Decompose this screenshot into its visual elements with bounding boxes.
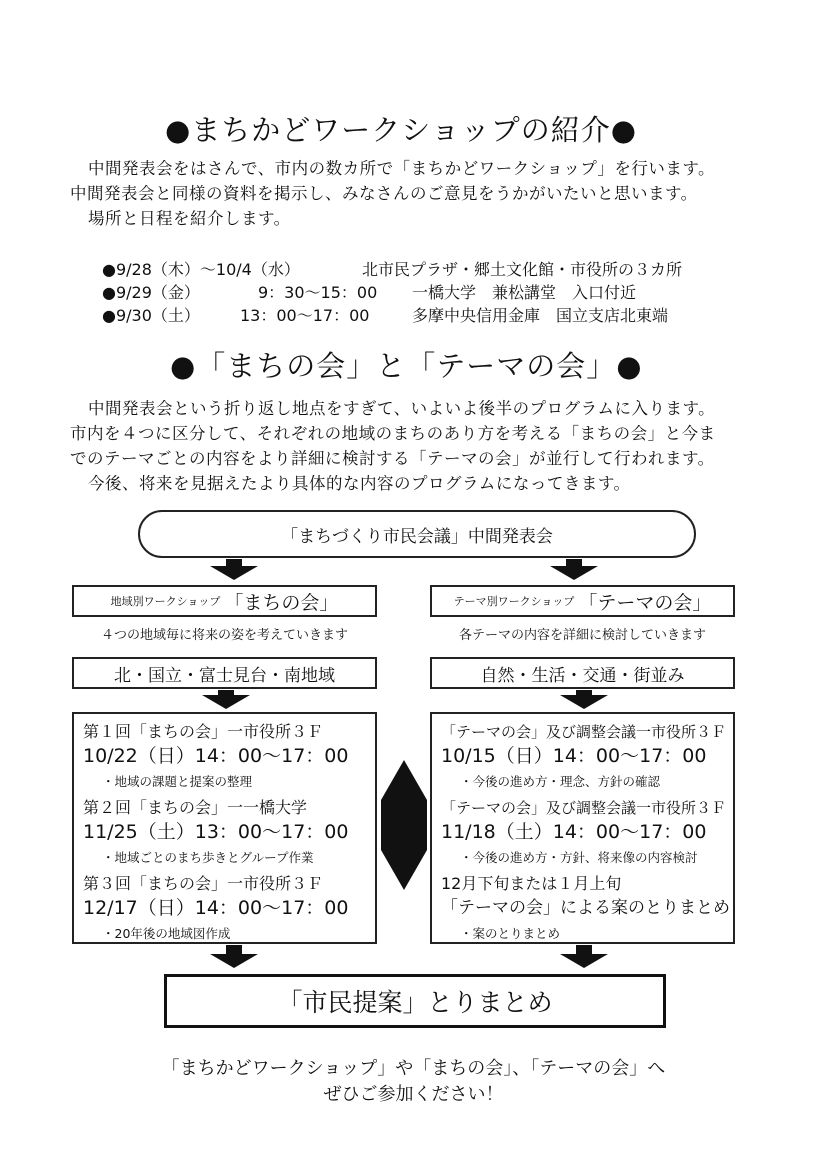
midterm-meeting-box [138,510,696,558]
session-datetime: 10/22（日）14：00〜17：00 [83,745,349,767]
session-datetime: 「テーマの会」による案のとりまとめ [441,898,730,918]
areas-box [72,657,377,689]
theme-sessions-box [430,712,735,944]
citizen-proposal-box [164,974,666,1028]
schedule-date: ●9/28（木）〜10/4（水） [102,260,300,279]
down-arrow-icon [210,566,258,580]
schedule-place: 多摩中央信用金庫 国立支店北東端 [412,306,669,325]
down-arrow-icon [560,954,608,968]
double-arrow-icon [381,760,427,890]
section2-para-line: 市内を４つに区分して、それぞれの地域のまちのあり方を考える「まちの会」と今ま [70,424,716,443]
closing-line: 「まちかどワークショップ」や「まちの会」、「テーマの会」へ [161,1058,666,1079]
machi-description: ４つの地域毎に将来の姿を考えていきます [100,628,348,643]
session-datetime: 12/17（日）14：00〜17：00 [83,897,349,919]
session-head: 第３回「まちの会」一市役所３Ｆ [83,874,324,893]
section2-title: ●「まちの会」と「テーマの会」● [170,349,643,383]
section1-para-line: 中間発表会をはさんで、市内の数カ所で「まちかどワークショップ」を行います。 [88,159,716,178]
schedule-place: 一橋大学 兼松講堂 入口付近 [412,283,637,302]
down-arrow-icon [210,954,258,968]
themes-label: 自然・生活・交通・街並み [480,665,685,686]
schedule-date: ●9/29（金） [102,283,200,302]
session-note: ・今後の進め方・理念、方針の確認 [460,774,661,789]
section1-para-line: 場所と日程を紹介します。 [88,209,291,228]
session-note: ・地域の課題と提案の整理 [102,774,253,789]
closing-line: ぜひご参加ください！ [323,1084,504,1105]
down-arrow-icon [560,695,608,709]
section2-para-line: 中間発表会という折り返し地点をすぎて、いよいよ後半のプログラムに入ります。 [88,399,716,418]
theme-small-label: テーマ別ワークショップ [453,595,575,608]
session-head: 12月下旬または１月上旬 [441,874,622,893]
areas-label: 北・国立・富士見台・南地域 [114,665,335,686]
midterm-meeting-label: 「まちづくり市民会議」中間発表会 [281,526,553,547]
citizen-proposal-label: 「市民提案」とりまとめ [277,988,553,1017]
theme-description: 各テーマの内容を詳細に検討していきます [458,628,706,643]
section1-para-line: 中間発表会と同様の資料を掲示し、みなさんのご意見をうかがいたいと思います。 [70,184,698,203]
section2-para-line: でのテーマごとの内容をより詳細に検討する「テーマの会」が並行して行われます。 [70,449,715,468]
session-datetime: 10/15（日）14：00〜17：00 [441,745,707,767]
section1-title: ●まちかどワークショップの紹介● [165,113,638,147]
session-datetime: 11/18（土）14：00〜17：00 [441,821,707,843]
schedule-time: 9：30〜15：00 [258,283,378,302]
theme-no-kai-header [430,585,735,617]
machi-small-label: 地域別ワークショップ [110,595,221,608]
schedule-date: ●9/30（土） [102,306,200,325]
session-head: 「テーマの会」及び調整会議一市役所３Ｆ [441,799,727,817]
down-arrow-icon [202,695,250,709]
schedule-time: 13：00〜17：00 [240,306,370,325]
machi-no-kai-header [72,585,377,617]
schedule-place: 北市民プラザ・郷土文化館・市役所の３カ所 [362,260,683,279]
session-note: ・今後の進め方・方針、将来像の内容検討 [460,850,698,865]
machi-big-label: 「まちの会」 [224,591,339,614]
session-head: 「テーマの会」及び調整会議一市役所３Ｆ [441,723,727,741]
session-datetime: 11/25（土）13：00〜17：00 [83,821,349,843]
session-head: 第１回「まちの会」一市役所３Ｆ [83,722,324,741]
session-note: ・地域ごとのまち歩きとグループ作業 [102,850,314,865]
machi-sessions-box [72,712,377,944]
session-note: ・案のとりまとめ [460,926,561,941]
session-head: 第２回「まちの会」一一橋大学 [83,798,308,817]
session-note: ・20年後の地域図作成 [102,926,231,941]
down-arrow-icon [550,566,598,580]
themes-box [430,657,735,689]
section2-para-line: 今後、将来を見据えたより具体的な内容のプログラムになってきます。 [88,474,631,493]
theme-big-label: 「テーマの会」 [578,591,712,614]
